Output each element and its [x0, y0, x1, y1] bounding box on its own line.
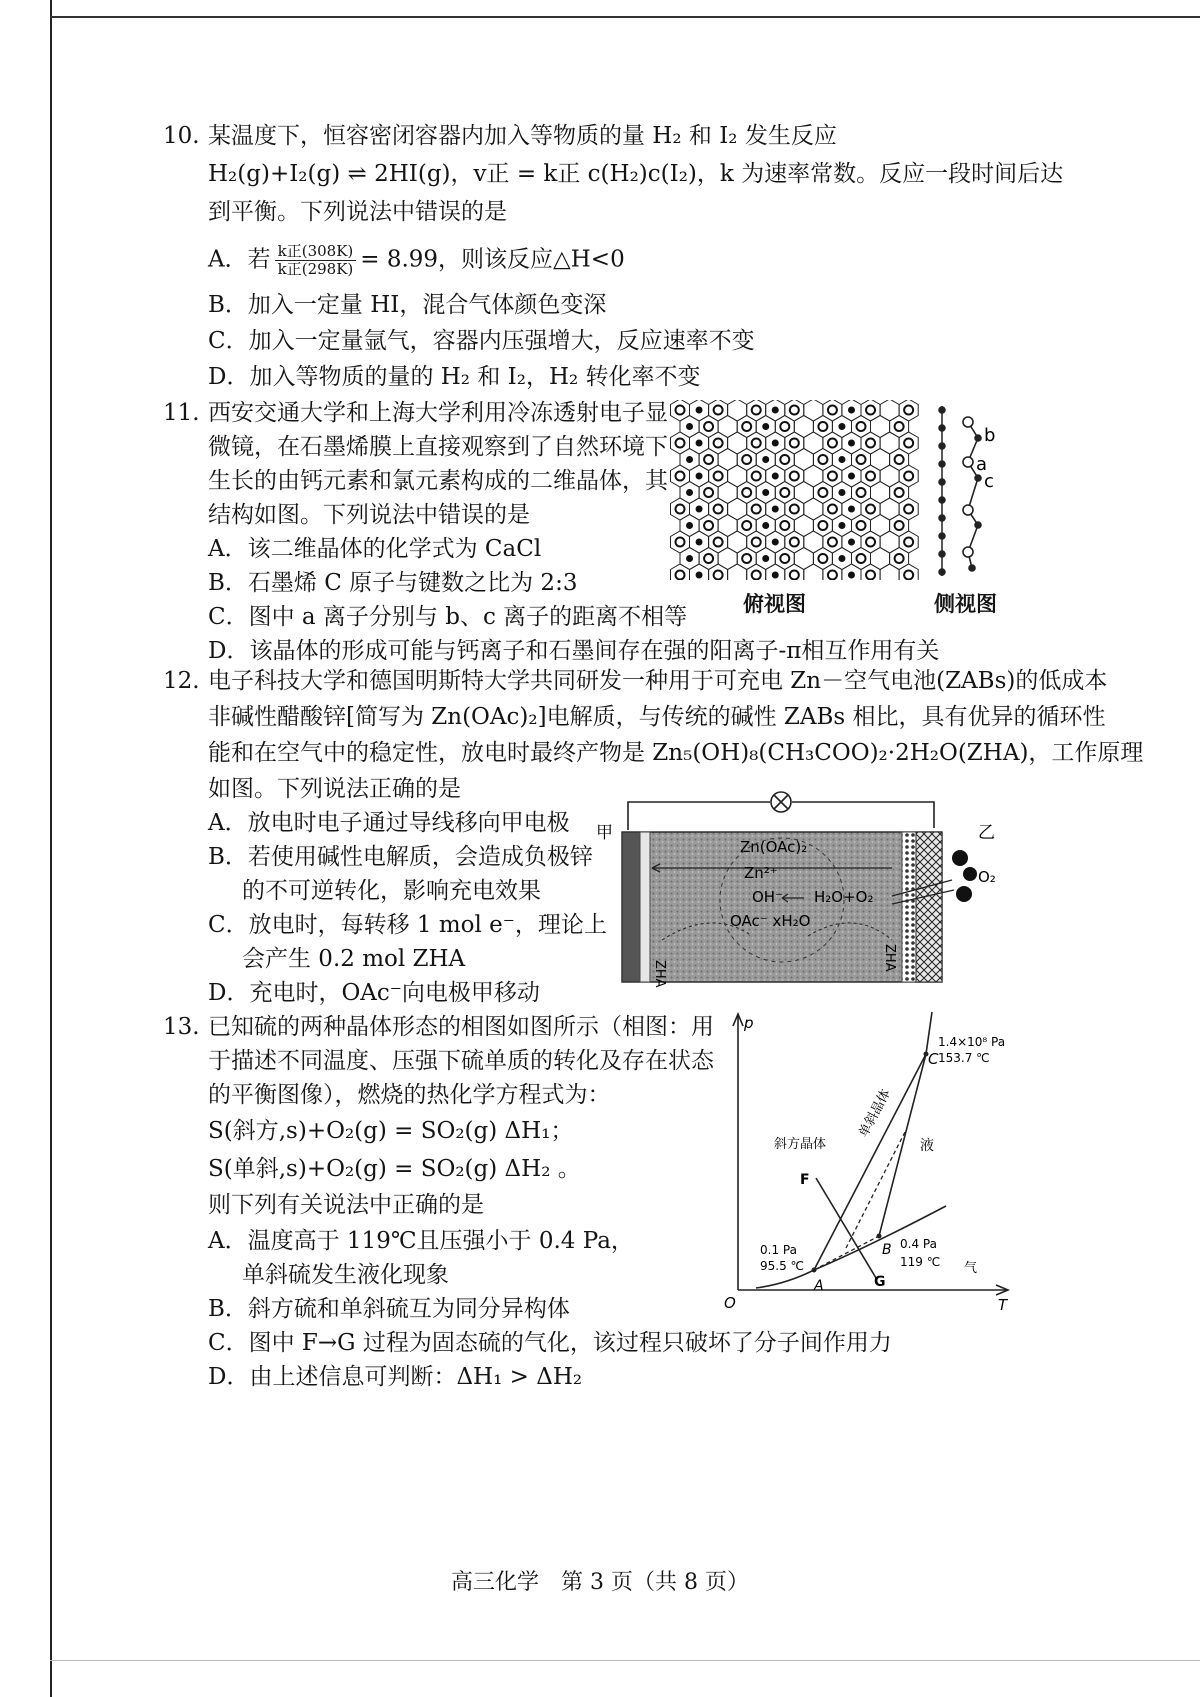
- question-12-stem-line3: 能和在空气中的稳定性，放电时最终产物是 Zn₅(OH)₈(CH₃COO)₂·2H₂O(ZHA)，工作原理: [208, 740, 1144, 766]
- calcium-ion: [790, 538, 799, 547]
- calcium-ion: [828, 406, 837, 415]
- axis-p-label: p: [744, 1014, 754, 1032]
- calcium-ion: [714, 472, 723, 481]
- oxygen-molecules-icon: [952, 850, 977, 902]
- point-c-temperature: 153.7 ℃: [938, 1051, 990, 1065]
- question-11-option-a: A．该二维晶体的化学式为 CaCl: [208, 536, 542, 562]
- calcium-ion: [866, 505, 875, 514]
- calcium-ion: [676, 505, 685, 514]
- calcium-ion: [818, 521, 827, 530]
- side-label-b: b: [984, 425, 996, 446]
- chloride-ion: [772, 506, 779, 513]
- calcium-ion: [704, 455, 713, 464]
- zinc-anode-plate: [622, 832, 640, 982]
- question-10-stem-line3: 到平衡。下列说法中错误的是: [208, 199, 507, 225]
- side-view-caption: 侧视图: [934, 592, 997, 616]
- calcium-ion: [790, 472, 799, 481]
- calcium-ion: [752, 571, 761, 580]
- calcium-ion: [866, 538, 875, 547]
- electrode-yi-label: 乙: [978, 823, 995, 843]
- calcium-ion: [780, 488, 789, 497]
- chloride-ion: [696, 539, 703, 546]
- calcium-ion: [904, 439, 913, 448]
- calcium-ion: [780, 554, 789, 563]
- calcium-ion: [790, 505, 799, 514]
- page-frame-bottom: [50, 1660, 1200, 1661]
- chloride-ion: [696, 473, 703, 480]
- chloride-ion: [686, 489, 693, 496]
- chloride-ion: [848, 440, 855, 447]
- point-a-label: A: [814, 1278, 824, 1294]
- calcium-ion: [676, 571, 685, 580]
- side-label-a: a: [976, 454, 988, 475]
- region-rhombic-label: 斜方晶体: [774, 1137, 827, 1152]
- calcium-ion: [904, 538, 913, 547]
- region-liquid-label: 液: [920, 1138, 934, 1154]
- calcium-ion: [742, 488, 751, 497]
- option-a-prefix: A．若: [208, 246, 271, 273]
- question-10-option-c: C．加入一定量氩气，容器内压强增大，反应速率不变: [208, 328, 755, 354]
- question-11-option-d: D．该晶体的形成可能与钙离子和石墨间存在强的阳离子-π相互作用有关: [208, 638, 940, 664]
- hexagon-cell: [804, 564, 823, 580]
- fraction-numerator: k正(308K): [275, 243, 357, 261]
- calcium-ion: [866, 571, 875, 580]
- calcium-ion: [895, 554, 904, 563]
- hexagon-cell: [728, 564, 747, 580]
- chloride-ion: [848, 473, 855, 480]
- rate-constant-fraction: [275, 243, 357, 278]
- oxygen-label: O₂: [978, 868, 996, 886]
- side-label-c: c: [984, 471, 994, 492]
- chloride-ion: [772, 440, 779, 447]
- calcium-ion: [780, 455, 789, 464]
- calcium-ion: [742, 455, 751, 464]
- point-b-label: B: [882, 1242, 892, 1258]
- chloride-ion: [686, 456, 693, 463]
- question-10-option-d: D．加入等物质的量的 H₂ 和 I₂，H₂ 转化率不变: [208, 364, 701, 390]
- zha-layer-left: [640, 832, 650, 982]
- calcium-ion: [790, 439, 799, 448]
- calcium-ion: [895, 422, 904, 431]
- point-c-label: C: [928, 1050, 939, 1068]
- sulfur-phase-diagram: [716, 1008, 1020, 1318]
- calcium-ion: [790, 406, 799, 415]
- question-13-stem-line2: 于描述不同温度、压强下硫单质的转化及存在状态: [208, 1048, 714, 1074]
- calcium-ion: [676, 538, 685, 547]
- calcium-ion: [742, 422, 751, 431]
- calcium-ion: [752, 406, 761, 415]
- zn-ion-label: Zn²⁺: [744, 864, 778, 882]
- question-13-stem-line4: 则下列有关说法中正确的是: [208, 1192, 484, 1218]
- point-a-temperature: 95.5 ℃: [760, 1259, 805, 1273]
- question-12-option-c-line1: C．放电时，每转移 1 mol e⁻，理论上: [208, 912, 607, 938]
- calcium-ion: [828, 439, 837, 448]
- chloride-ion: [838, 423, 845, 430]
- calcium-ion: [818, 554, 827, 563]
- graphene-layer-side: [939, 406, 945, 576]
- question-13-stem-line1: 已知硫的两种晶体形态的相图如图所示（相图：用: [208, 1014, 714, 1040]
- crystal-top-view-figure: [670, 400, 920, 580]
- page-footer: 高三化学 第 3 页（共 8 页）: [451, 1570, 749, 1595]
- electrolyte-label: Zn(OAc)₂: [740, 838, 808, 856]
- question-11-option-b: B．石墨烯 C 原子与键数之比为 2:3: [208, 570, 578, 596]
- page-frame-top: [50, 16, 1200, 18]
- calcium-ion: [866, 472, 875, 481]
- calcium-ion: [676, 406, 685, 415]
- question-10-stem-line1: 某温度下，恒容密闭容器内加入等物质的量 H₂ 和 I₂ 发生反应: [208, 123, 837, 149]
- point-a-pressure: 0.1 Pa: [760, 1243, 797, 1257]
- chloride-ion: [772, 473, 779, 480]
- hexagon-cell: [880, 400, 899, 421]
- origin-label: O: [724, 1294, 736, 1312]
- oxygen-reaction-label: H₂O+O₂: [814, 888, 874, 906]
- calcium-ion: [714, 538, 723, 547]
- hexagon-cell: [728, 400, 747, 421]
- chloride-ion: [696, 572, 703, 579]
- calcium-ion: [828, 571, 837, 580]
- calcium-ion: [742, 521, 751, 530]
- hexagon-cell: [880, 564, 899, 580]
- chloride-ion: [696, 407, 703, 414]
- calcium-ion: [818, 455, 827, 464]
- question-13-stem-line3: 的平衡图像），燃烧的热化学方程式为：: [208, 1082, 611, 1108]
- question-11-number: 11.: [163, 400, 200, 426]
- question-11-option-c: C．图中 a 离子分别与 b、c 离子的距离不相等: [208, 604, 688, 630]
- calcium-ion: [676, 472, 685, 481]
- calcium-ion: [676, 439, 685, 448]
- calcium-ion: [866, 406, 875, 415]
- calcium-ion: [790, 571, 799, 580]
- calcium-ion: [780, 422, 789, 431]
- chloride-ion: [686, 423, 693, 430]
- chloride-ion: [838, 456, 845, 463]
- calcium-ion: [704, 488, 713, 497]
- question-12-option-a: A．放电时电子通过导线移向甲电极: [208, 810, 570, 836]
- chloride-ion: [848, 407, 855, 414]
- option-a-suffix: = 8.99，则该反应△H<0: [360, 246, 625, 273]
- electrode-jia-label: 甲: [596, 823, 613, 843]
- page-frame-left: [50, 0, 52, 1697]
- question-10-option-b: B．加入一定量 HI，混合气体颜色变深: [208, 292, 607, 318]
- calcium-ion: [895, 488, 904, 497]
- fraction-denominator: k正(298K): [277, 260, 354, 278]
- calcium-ion: [714, 571, 723, 580]
- question-10-number: 10.: [163, 123, 200, 149]
- chloride-ion: [838, 522, 845, 529]
- lamp-icon: [771, 792, 791, 812]
- calcium-ion: [895, 455, 904, 464]
- calcium-ion: [818, 422, 827, 431]
- zinc-air-battery-diagram: [592, 790, 1004, 990]
- question-12-option-b-line2: 的不可逆转化，影响充电效果: [242, 878, 541, 904]
- calcium-ion: [895, 521, 904, 530]
- chloride-ion: [696, 440, 703, 447]
- calcium-ion: [704, 422, 713, 431]
- chloride-ion: [762, 423, 769, 430]
- question-12-option-b-line1: B．若使用碱性电解质，会造成负极锌: [208, 844, 593, 870]
- axis-t-label: T: [998, 1296, 1008, 1314]
- calcium-ion: [856, 422, 865, 431]
- air-cathode: [916, 832, 942, 982]
- crystal-side-view-figure: [930, 400, 1010, 580]
- calcium-ion: [714, 505, 723, 514]
- chloride-ion: [772, 407, 779, 414]
- calcium-ion: [752, 472, 761, 481]
- question-13-option-a-line1: A．温度高于 119℃且压强小于 0.4 Pa，: [208, 1228, 634, 1254]
- calcium-ion: [828, 538, 837, 547]
- chloride-ion: [762, 456, 769, 463]
- chloride-ion: [772, 572, 779, 579]
- calcium-ion: [856, 521, 865, 530]
- question-11-stem-line1: 西安交通大学和上海大学利用冷冻透射电子显: [208, 400, 668, 426]
- calcium-ion: [904, 472, 913, 481]
- calcium-ion: [742, 554, 751, 563]
- question-13-option-c: C．图中 F→G 过程为固态硫的气化，该过程只破坏了分子间作用力: [208, 1330, 892, 1356]
- hexagon-cell: [804, 400, 823, 421]
- question-13-equation-2: S(单斜,s)+O₂(g) = SO₂(g) ΔH₂ 。: [208, 1156, 581, 1182]
- question-11-stem-line3: 生长的由钙元素和氯元素构成的二维晶体，其: [208, 468, 668, 494]
- hydroxide-label: OH⁻: [752, 888, 784, 906]
- question-13-option-d: D．由上述信息可判断：ΔH₁ > ΔH₂: [208, 1364, 583, 1390]
- question-10-stem-line2: H₂(g)+I₂(g) ⇌ 2HI(g)，v正 = k正 c(H₂)c(I₂)，k 为速率常数。反应一段时间后达: [208, 161, 1064, 187]
- calcium-ion: [780, 521, 789, 530]
- question-13-equation-1: S(斜方,s)+O₂(g) = SO₂(g) ΔH₁；: [208, 1118, 574, 1144]
- chloride-ion: [848, 572, 855, 579]
- calcium-ion: [818, 488, 827, 497]
- question-12-option-c-line2: 会产生 0.2 mol ZHA: [242, 946, 466, 972]
- chloride-ion: [838, 555, 845, 562]
- calcium-ion: [828, 505, 837, 514]
- chloride-ion: [848, 506, 855, 513]
- point-b-pressure: 0.4 Pa: [900, 1237, 937, 1251]
- f-to-g-path: [816, 1178, 876, 1278]
- graphene-lattice: [671, 400, 919, 580]
- calcium-ion: [856, 488, 865, 497]
- calcium-ion: [904, 406, 913, 415]
- calcium-ion: [704, 521, 713, 530]
- calcium-ion: [714, 439, 723, 448]
- point-f-label: F: [800, 1172, 810, 1188]
- point-c-pressure: 1.4×10⁸ Pa: [938, 1035, 1006, 1049]
- region-gas-label: 气: [964, 1261, 978, 1276]
- question-12-stem-line1: 电子科技大学和德国明斯特大学共同研发一种用于可充电 Zn－空气电池(ZABs)的低成本: [208, 668, 1108, 694]
- calcium-ion: [866, 439, 875, 448]
- chloride-ion: [686, 555, 693, 562]
- question-13-option-b: B．斜方硫和单斜硫互为同分异构体: [208, 1296, 570, 1322]
- question-11-stem-line2: 微镜，在石墨烯膜上直接观察到了自然环境下: [208, 434, 668, 460]
- question-12-stem-line2: 非碱性醋酸锌[简写为 Zn(OAc)₂]电解质，与传统的碱性 ZABs 相比，具有优异的循环性: [208, 704, 1106, 730]
- oac-water-label: OAc⁻ xH₂O: [730, 912, 811, 930]
- calcium-ion: [714, 406, 723, 415]
- chloride-ion: [762, 489, 769, 496]
- calcium-ion: [752, 538, 761, 547]
- question-12-stem-line4: 如图。下列说法正确的是: [208, 776, 461, 802]
- calcium-chloride-chain-side: [963, 417, 981, 571]
- calcium-ion: [856, 554, 865, 563]
- chloride-ion: [838, 489, 845, 496]
- zha-left-label: ZHA: [652, 960, 667, 988]
- calcium-ion: [752, 439, 761, 448]
- region-monoclinic-label: 单斜晶体: [856, 1086, 894, 1140]
- calcium-ion: [904, 571, 913, 580]
- question-11-stem-line4: 结构如图。下列说法中错误的是: [208, 502, 530, 528]
- chloride-ion: [762, 555, 769, 562]
- question-13-option-a-line2: 单斜硫发生液化现象: [242, 1262, 449, 1288]
- question-10-option-a: [208, 243, 625, 278]
- calcium-ion: [856, 455, 865, 464]
- zha-right-label: ZHA: [882, 944, 897, 972]
- point-g-label: G: [874, 1274, 886, 1290]
- question-12-number: 12.: [163, 668, 200, 694]
- chloride-ion: [848, 539, 855, 546]
- chloride-ion: [696, 506, 703, 513]
- chloride-ion: [772, 539, 779, 546]
- question-12-option-d: D．充电时，OAc⁻向电极甲移动: [208, 980, 540, 1006]
- chloride-ion: [762, 522, 769, 529]
- question-13-number: 13.: [163, 1014, 200, 1040]
- zha-layer-right: [902, 832, 916, 982]
- calcium-ion: [752, 505, 761, 514]
- top-view-caption: 俯视图: [743, 592, 806, 616]
- calcium-ion: [704, 554, 713, 563]
- calcium-ion: [904, 505, 913, 514]
- chloride-ion: [686, 522, 693, 529]
- point-b-temperature: 119 ℃: [900, 1255, 941, 1269]
- calcium-ion: [828, 472, 837, 481]
